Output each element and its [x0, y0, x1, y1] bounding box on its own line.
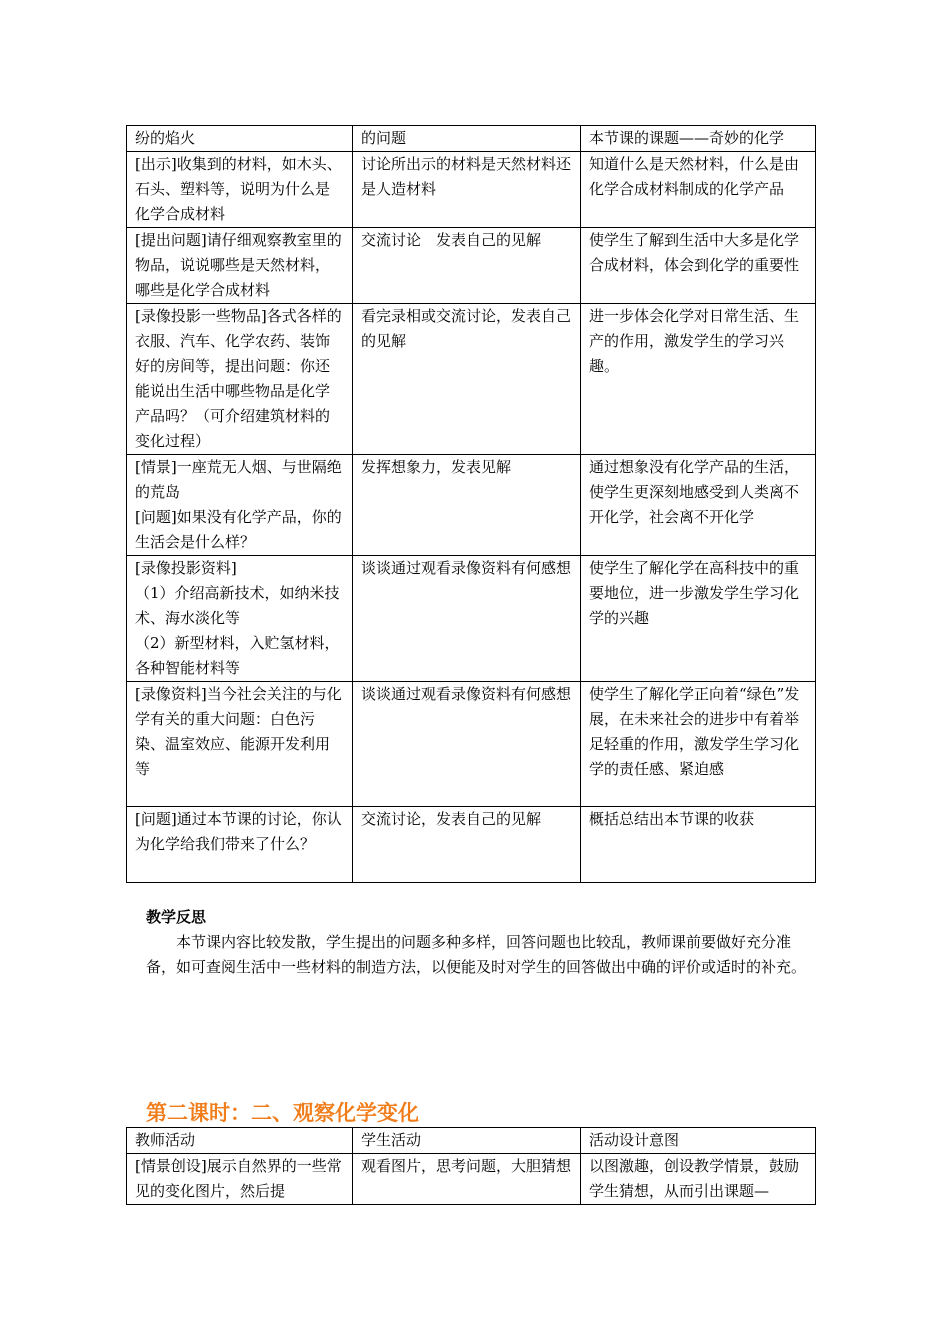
student-activity-cell: 观看图片，思考问题，大胆猜想 [353, 1154, 581, 1205]
cell-line: [情景]一座荒无人烟、与世隔绝的荒岛 [问题]如果没有化学产品，你的生活会是什么样？ [135, 458, 342, 551]
column-header-teacher: 教师活动 [127, 1128, 353, 1154]
student-activity-cell: 交流讨论 发表自己的见解 [353, 228, 581, 304]
teacher-activity-cell [127, 556, 353, 682]
student-activity-cell: 看完录相或交流讨论，发表自己的见解 [353, 304, 581, 455]
reflection-body: 本节课内容比较发散，学生提出的问题多种多样，回答问题也比较乱，教师课前要做好充分准备，如可查阅生活中一些材料的制造方法，以便能及时对学生的回答做出中确的评价或适时的补充。 [146, 933, 807, 976]
table-row [127, 304, 816, 455]
table-row [127, 1154, 816, 1205]
table-header-row [127, 1128, 816, 1154]
design-intent-cell: 使学生了解到生活中大多是化学合成材料，体会到化学的重要性 [581, 228, 816, 304]
teaching-reflection [146, 905, 816, 980]
table-row [127, 807, 816, 883]
table-row [127, 682, 816, 807]
teacher-activity-cell: [情景创设]展示自然界的一些常见的变化图片，然后提 [127, 1154, 353, 1205]
table-row [127, 152, 816, 228]
teacher-activity-cell [127, 455, 353, 556]
student-activity-cell: 的问题 [353, 126, 581, 152]
teacher-activity-cell: [提出问题]请仔细观察教室里的物品，说说哪些是天然材料，哪些是化学合成材料 [127, 228, 353, 304]
teacher-activity-cell: 纷的焰火 [127, 126, 353, 152]
section-title: 第二课时：二、观察化学变化 [146, 1101, 419, 1125]
design-intent-cell: 通过想象没有化学产品的生活，使学生更深刻地感受到人类离不开化学，社会离不开化学 [581, 455, 816, 556]
table-row [127, 455, 816, 556]
table-row [127, 556, 816, 682]
student-activity-cell: 交流讨论，发表自己的见解 [353, 807, 581, 883]
table-row [127, 228, 816, 304]
student-activity-cell: 谈谈通过观看录像资料有何感想 [353, 556, 581, 682]
lesson-table-2 [126, 1127, 816, 1205]
teacher-activity-cell: [录像投影一些物品]各式各样的衣服、汽车、化学农药、装饰好的房间等，提出问题：你还能说出生活中哪些物品是化学产品吗？（可介绍建筑材料的变化过程） [127, 304, 353, 455]
teacher-activity-cell: [问题]通过本节课的讨论，你认为化学给我们带来了什么？ [127, 807, 353, 883]
teacher-activity-cell: [出示]收集到的材料，如木头、石头、塑料等，说明为什么是化学合成材料 [127, 152, 353, 228]
reflection-heading: 教学反思 [146, 908, 207, 926]
student-activity-cell: 发挥想象力，发表见解 [353, 455, 581, 556]
design-intent-cell: 使学生了解化学正向着“绿色”发展，在未来社会的进步中有着举足轻重的作用，激发学生学习化学的责任感、紧迫感 [581, 682, 816, 807]
design-intent-cell: 进一步体会化学对日常生活、生产的作用，激发学生的学习兴趣。 [581, 304, 816, 455]
design-intent-cell: 知道什么是天然材料，什么是由化学合成材料制成的化学产品 [581, 152, 816, 228]
design-intent-cell: 使学生了解化学在高科技中的重要地位，进一步激发学生学习化学的兴趣 [581, 556, 816, 682]
column-header-intent: 活动设计意图 [581, 1128, 816, 1154]
design-intent-cell: 本节课的课题——奇妙的化学 [581, 126, 816, 152]
design-intent-cell: 概括总结出本节课的收获 [581, 807, 816, 883]
column-header-student: 学生活动 [353, 1128, 581, 1154]
design-intent-cell: 以图激趣，创设教学情景，鼓励学生猜想，从而引出课题— [581, 1154, 816, 1205]
cell-line: [录像投影资料] （1）介绍高新技术，如纳米技术、海水淡化等 （2）新型材料，入贮氢材料，各种智能材料等 [135, 559, 340, 677]
table-row [127, 126, 816, 152]
lesson-table-1 [126, 125, 816, 883]
teacher-activity-cell: [录像资料]当今社会关注的与化学有关的重大问题：白色污染、温室效应、能源开发利用等 [127, 682, 353, 807]
student-activity-cell: 谈谈通过观看录像资料有何感想 [353, 682, 581, 807]
student-activity-cell: 讨论所出示的材料是天然材料还是人造材料 [353, 152, 581, 228]
